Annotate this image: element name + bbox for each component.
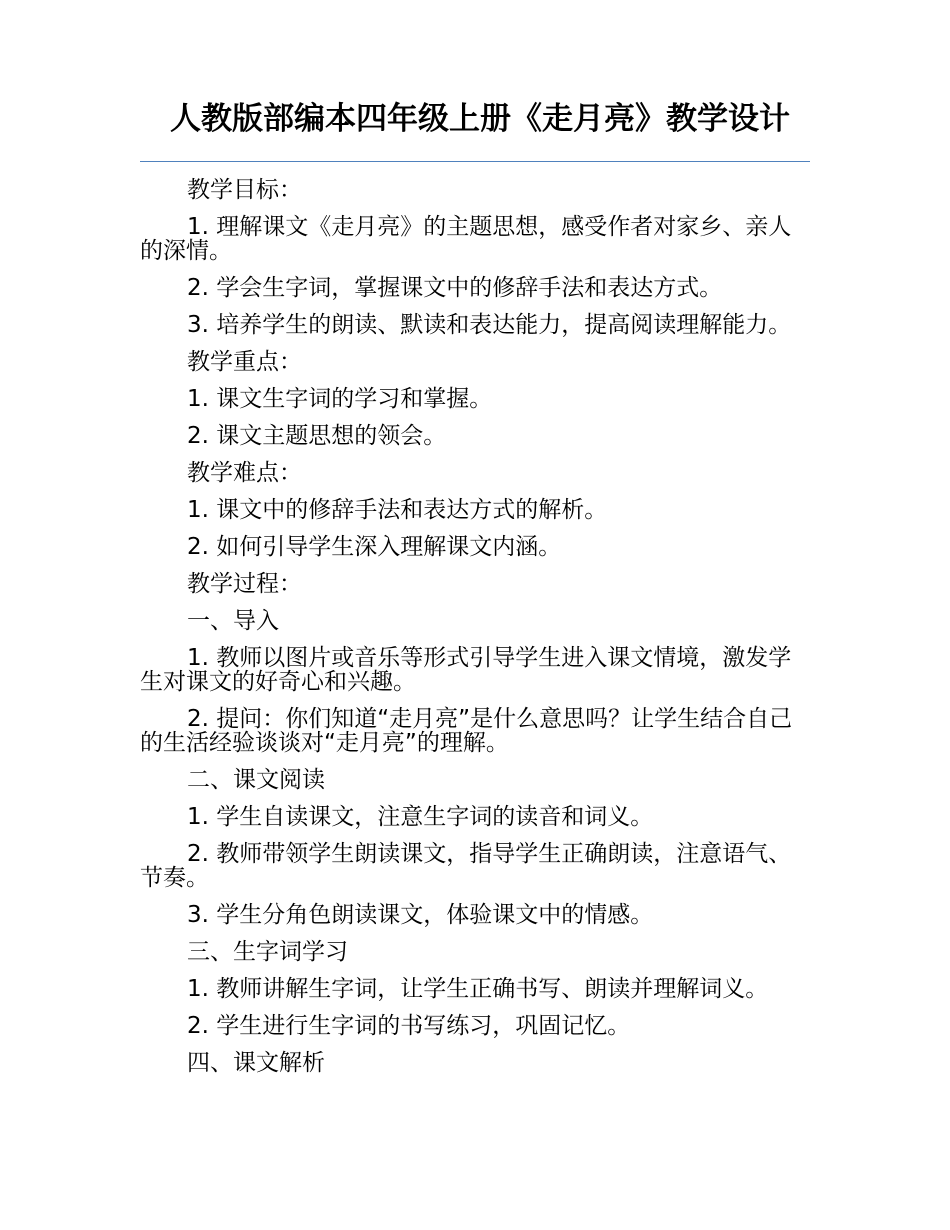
key-point-item: 2. 课文主题思想的领会。 [187,423,447,449]
process-item: 1. 教师以图片或音乐等形式引导学生进入课文情境，激发学生对课文的好奇心和兴趣。 [140,645,792,695]
process-item: 2. 提问：你们知道“走月亮”是什么意思吗？让学生结合自己的生活经验谈谈对“走月亮”的理解。 [140,706,793,756]
section-heading-key-points: 教学重点： [187,349,302,375]
process-item: 1. 学生自读课文，注意生字词的读音和词义。 [187,804,654,830]
document-body [140,178,812,1088]
subsection-heading-intro: 一、导入 [187,608,279,634]
subsection-heading-analysis: 四、课文解析 [187,1050,325,1076]
key-point-item: 1. 课文生字词的学习和掌握。 [187,386,493,412]
section-heading-difficulties: 教学难点： [187,460,302,486]
process-item: 1. 教师讲解生字词，让学生正确书写、朗读并理解词义。 [187,976,769,1002]
objective-item: 2. 学会生字词，掌握课文中的修辞手法和表达方式。 [187,275,723,301]
document-title: 人教版部编本四年级上册《走月亮》教学设计 [170,101,790,137]
title-underline [140,161,810,162]
section-heading-objectives: 教学目标： [187,177,302,203]
process-item: 2. 教师带领学生朗读课文，指导学生正确朗读，注意语气、节奏。 [140,841,792,891]
subsection-heading-vocabulary: 三、生字词学习 [187,939,348,965]
objective-item: 1. 理解课文《走月亮》的主题思想，感受作者对家乡、亲人的深情。 [140,214,792,264]
difficulty-item: 1. 课文中的修辞手法和表达方式的解析。 [187,497,608,523]
difficulty-item: 2. 如何引导学生深入理解课文内涵。 [187,534,562,560]
section-heading-process: 教学过程： [187,571,302,597]
process-item: 2. 学生进行生字词的书写练习，巩固记忆。 [187,1013,631,1039]
process-item: 3. 学生分角色朗读课文，体验课文中的情感。 [187,902,654,928]
objective-item: 3. 培养学生的朗读、默读和表达能力，提高阅读理解能力。 [187,312,792,338]
subsection-heading-reading: 二、课文阅读 [187,767,325,793]
